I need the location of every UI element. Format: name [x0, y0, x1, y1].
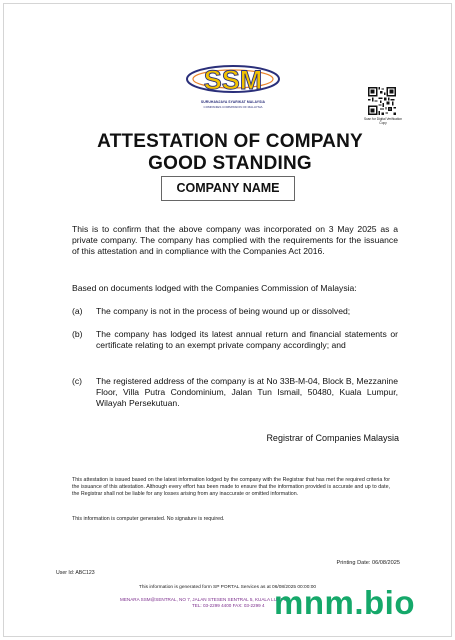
- svg-text:SSM: SSM: [203, 65, 263, 95]
- confirmation-paragraph: This is to confirm that the above company was incorporated on 3 May 2025 as a private company. The company has complied with the requirements for the issuance of this attestation and in compliance with the Companies Act 2016.: [72, 224, 398, 256]
- list-item-text: The company is not in the process of being wound up or dissolved;: [96, 306, 351, 316]
- list-marker: (a): [72, 306, 83, 316]
- user-id: User Id: ABC123: [56, 570, 95, 576]
- watermark-text: mnm.bio: [274, 584, 415, 621]
- computer-generated-note: This information is computer generated. No signature is required.: [72, 516, 225, 522]
- ssm-logo: [178, 62, 288, 112]
- title-line2: GOOD STANDING: [148, 153, 312, 174]
- list-item-text: The registered address of the company is at No 33B-M-04, Block B, Mezzanine Floor, Villa Putra Condominium, Jalan Tun Ismail, 50480, Kuala Lumpur, Wilayah Persekutuan.: [96, 376, 398, 408]
- printing-date: Printing Date: 06/08/2025: [336, 560, 400, 566]
- footer-generated-note: This information is generated form SP PORTAL Services as at 06/08/2025 00:00:00: [138, 585, 317, 590]
- list-marker: (c): [72, 376, 83, 386]
- based-on-paragraph: Based on documents lodged with the Companies Commission of Malaysia:: [72, 283, 357, 293]
- qr-caption: Scan for Digital Verification Copy: [363, 117, 403, 125]
- footer-address: MENARA SSM@SENTRAL, NO 7, JALAN STESEN SENTRAL 5, KUALA LUMPUR: [120, 597, 291, 602]
- footer-contact: TEL: 03-2299 4400 FAX: 03-2299 4: [192, 603, 265, 608]
- disclaimer-text: This attestation is issued based on the latest information lodged by the company with the Registrar that has met the required criteria for the issuance of this attestation. Although every effort has been made to ensure that the information provided is accurate and up to date, the Registrar shall not be liable for any losses arising from any inaccurate or omitted information.: [72, 477, 390, 497]
- logo-line2: COMPANIES COMMISSION OF MALAYSIA: [203, 105, 263, 109]
- document-title: [60, 131, 400, 175]
- qr-code[interactable]: [368, 87, 396, 115]
- registrar-signature-line: Registrar of Companies Malaysia: [266, 433, 399, 443]
- title-line1: ATTESTATION OF COMPANY: [97, 131, 363, 152]
- ssm-logo-mark: [178, 62, 288, 98]
- company-name-box: COMPANY NAME: [161, 176, 295, 201]
- logo-line1: SURUHANJAYA SYARIKAT MALAYSIA: [200, 100, 266, 104]
- qr-code-icon: [368, 87, 396, 115]
- list-item-text: The company has lodged its latest annual return and financial statements or certificate relating to an exempt private company accordingly; and: [96, 329, 398, 350]
- list-marker: (b): [72, 329, 83, 339]
